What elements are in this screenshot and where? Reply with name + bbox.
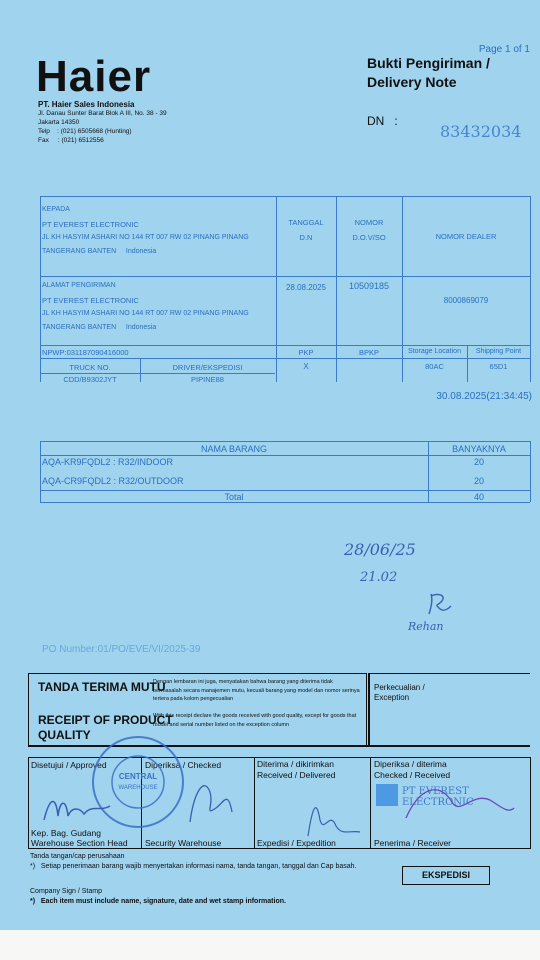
total-label: Total — [224, 492, 244, 502]
dealer-number: 8000869079 — [443, 296, 489, 305]
truck-value: CDD/B9302JYT — [63, 375, 117, 384]
po-number: PO Number:01/PO/EVE/VI/2025-39 — [42, 644, 201, 655]
receipt-title-en-1: RECEIPT OF PRODUCT — [38, 713, 173, 727]
handwritten-time: 21.02 — [360, 570, 398, 585]
col-nama-barang: NAMA BARANG — [200, 444, 267, 454]
receipt-text-id: Dengan lembaran ini juga, menyatakan bahwa barang yang diterima tidak bermasalah secara manajemen mutu, kecuali barang yang model dan nomor serinya tertera pada kolom pengecualian — [153, 679, 360, 702]
note-en-title: Company Sign / Stamp — [30, 888, 102, 895]
driver-value: PIPINE88 — [191, 375, 224, 384]
company-fax: Fax : (021) 6512556 — [38, 137, 104, 144]
exception-label: Perkecualian / — [374, 683, 425, 692]
storage-location-value: 80AC — [425, 362, 444, 371]
alamat-address-2: TANGERANG BANTEN Indonesia — [42, 324, 157, 331]
handwritten-signature-initial — [425, 590, 455, 618]
col-banyaknya: BANYAKNYA — [452, 444, 506, 454]
nomor-value: D.O.V/SO — [352, 233, 386, 242]
warehouse-head-label-en: Warehouse Section Head — [31, 838, 128, 848]
receiver-stamp-logo — [376, 784, 398, 806]
security-signature — [180, 772, 240, 828]
dn-label: DN : — [367, 114, 398, 128]
delivered-label-id: Diterima / dikirimkan — [257, 759, 334, 769]
company-address-1: Jl. Danau Sunter Barat Blok A III, No. 38 - 39 — [38, 110, 167, 117]
svg-text:WAREHOUSE: WAREHOUSE — [118, 785, 158, 791]
company-address-2: Jakarta 14350 — [38, 119, 80, 126]
nomor-label: NOMOR — [354, 218, 384, 227]
kepada-label: KEPADA — [42, 206, 70, 213]
driver-label: DRIVER/EKSPEDISI — [172, 363, 243, 372]
approved-label: Disetujui / Approved — [31, 760, 107, 770]
checked-received-label-en: Checked / Received — [374, 770, 451, 780]
warehouse-head-signature — [40, 786, 130, 826]
note-en: *) Each item must include name, signature, date and wet stamp information. — [30, 898, 286, 905]
receipt-title-id: TANDA TERIMA MUTU — [38, 680, 166, 694]
total-value: 40 — [473, 492, 484, 502]
svg-text:CENTRAL: CENTRAL — [118, 772, 158, 781]
delivered-label-en: Received / Delivered — [257, 770, 336, 780]
alamat-name: PT EVEREST ELECTRONIC — [42, 296, 139, 305]
shipping-point-value: 65D1 — [489, 362, 508, 371]
item-2-name: AQA-CR9FQDL2 : R32/OUTDOOR — [42, 476, 184, 486]
npwp: NPWP:031187090416000 — [42, 348, 129, 357]
dealer-label: NOMOR DEALER — [435, 232, 497, 241]
expedition-label: Expedisi / Expedition — [257, 838, 336, 848]
kepada-address-1: JL KH HASYIM ASHARI NO 144 RT 007 RW 02 PINANG PINANG — [42, 234, 249, 241]
checked-label: Diperiksa / Checked — [145, 760, 222, 770]
dn-number: 83432034 — [440, 122, 522, 141]
page-indicator: Page 1 of 1 — [478, 44, 530, 55]
storage-location-label: Storage Location — [408, 348, 461, 355]
receiver-label: Penerima / Receiver — [374, 838, 452, 848]
exception-label-en: Exception — [374, 693, 410, 702]
receiver-signature — [400, 778, 520, 834]
print-timestamp: 30.08.2025(21:34:45) — [436, 391, 532, 402]
so-number: 10509185 — [348, 281, 390, 291]
company-telp: Telp : (021) 6505668 (Hunting) — [38, 128, 132, 135]
item-1-name: AQA-KR9FQDL2 : R32/INDOOR — [42, 457, 174, 467]
expedition-signature — [290, 790, 370, 840]
security-label: Security Warehouse — [145, 838, 222, 848]
note-id-title: Tanda tangan/cap perusahaan — [30, 853, 125, 860]
tanggal-label: TANGGAL — [288, 218, 324, 227]
truck-label: TRUCK NO. — [69, 363, 111, 372]
receipt-text-en: With this receipt declare the goods received with good quality, except for goods that model and serial number listed on the exception column — [153, 713, 357, 728]
haier-logo: Haier — [36, 52, 152, 101]
doc-title-en: Delivery Note — [367, 74, 457, 90]
alamat-label: ALAMAT PENGIRIMAN — [42, 282, 116, 289]
copy-label-ekspedisi: EKSPEDISI — [402, 866, 490, 885]
delivery-date: 28.08.2025 — [285, 283, 327, 292]
doc-title-id: Bukti Pengiriman / — [367, 55, 490, 71]
receiver-stamp: PT EVEREST ELECTRONIC — [402, 786, 474, 808]
kepada-address-2: TANGERANG BANTEN Indonesia — [42, 248, 157, 255]
kepada-name: PT EVEREST ELECTRONIC — [42, 220, 139, 229]
alamat-address-1: JL KH HASYIM ASHARI NO 144 RT 007 RW 02 PINANG PINANG — [42, 310, 249, 317]
pkp-value: X — [303, 362, 309, 371]
tanggal-value: D.N — [299, 233, 313, 242]
checked-received-label-id: Diperiksa / diterima — [374, 759, 447, 769]
item-1-qty: 20 — [473, 457, 484, 467]
receipt-title-en-2: QUALITY — [38, 728, 91, 742]
handwritten-date: 28/06/25 — [344, 540, 416, 559]
item-2-qty: 20 — [473, 476, 484, 486]
shipping-point-label: Shipping Point — [475, 348, 522, 355]
handwritten-name: Rehan — [408, 620, 444, 633]
bpkp-label: BPKP — [358, 348, 379, 357]
company-name: PT. Haier Sales Indonesia — [38, 100, 135, 109]
warehouse-head-label-id: Kep. Bag. Gudang — [31, 828, 101, 838]
pkp-label: PKP — [298, 348, 314, 357]
note-id: *) Setiap penerimaan barang wajib menyertakan informasi nama, tanda tangan, tanggal dan Cap basah. — [30, 863, 357, 870]
